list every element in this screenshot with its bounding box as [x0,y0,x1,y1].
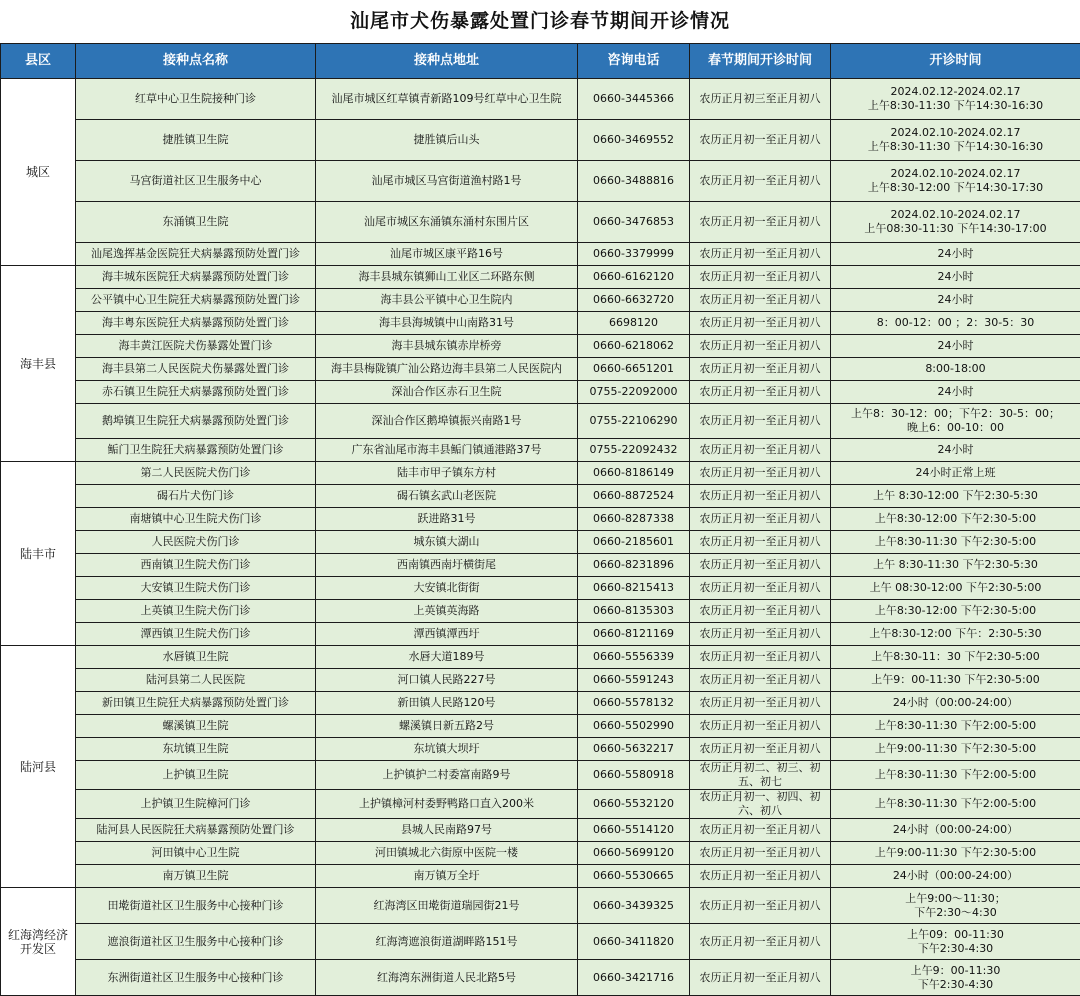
clinic-address-cell: 汕尾市城区康平路16号 [316,243,578,266]
table-row [1,266,1080,289]
open-hours-line: 2024.02.10-2024.02.17 [833,208,1078,222]
festival-period-cell: 农历正月初一至正月初八 [690,202,831,243]
phone-cell: 0660-8186149 [578,462,690,485]
open-hours-line: 上午08:30-11:30 下午14:30-17:00 [833,222,1078,236]
open-hours-line: 24小时 [833,270,1078,284]
table-row [1,577,1080,600]
open-hours-line: 上午9：00-11:30 [833,964,1078,978]
phone-cell: 0660-6218062 [578,335,690,358]
open-hours-line: 24小时 [833,385,1078,399]
table-row [1,312,1080,335]
clinic-address-cell: 螺溪镇日新五路2号 [316,715,578,738]
table-row [1,439,1080,462]
open-hours-line: 上午9:00～11:30； [833,892,1078,906]
festival-period-cell: 农历正月初一至正月初八 [690,485,831,508]
table-row [1,715,1080,738]
open-hours-line: 上午8:30-11:30 下午2:00-5:00 [833,797,1078,811]
phone-cell: 0660-5532120 [578,790,690,819]
open-hours-cell [831,554,1080,577]
table-row [1,243,1080,266]
table-row [1,819,1080,842]
open-hours-cell [831,888,1080,924]
phone-cell: 0660-3469552 [578,120,690,161]
clinic-name-cell: 捷胜镇卫生院 [76,120,316,161]
clinic-address-cell: 红海湾东洲街道人民北路5号 [316,960,578,996]
clinic-address-cell: 城东镇大湖山 [316,531,578,554]
open-hours-cell [831,462,1080,485]
clinic-address-cell: 捷胜镇后山头 [316,120,578,161]
open-hours-line: 8:00-18:00 [833,362,1078,376]
phone-cell: 0660-5514120 [578,819,690,842]
header-phone: 咨询电话 [578,44,690,79]
clinic-address-cell: 深汕合作区鹅埠镇振兴南路1号 [316,404,578,439]
open-hours-cell [831,508,1080,531]
header-county: 县区 [1,44,76,79]
table-row [1,462,1080,485]
clinic-address-cell: 汕尾市城区马宫街道渔村路1号 [316,161,578,202]
clinic-address-cell: 广东省汕尾市海丰县鲘门镇通港路37号 [316,439,578,462]
table-row [1,692,1080,715]
festival-period-cell: 农历正月初一至正月初八 [690,404,831,439]
clinic-name-cell: 水唇镇卫生院 [76,646,316,669]
open-hours-cell [831,842,1080,865]
open-hours-cell [831,358,1080,381]
table-row [1,289,1080,312]
festival-period-cell: 农历正月初一至正月初八 [690,646,831,669]
table-row [1,335,1080,358]
clinic-address-cell: 海丰县海城镇中山南路31号 [316,312,578,335]
table-row [1,202,1080,243]
open-hours-cell [831,761,1080,790]
table-row [1,358,1080,381]
clinic-address-cell: 上护镇樟河村委野鸭路口直入200米 [316,790,578,819]
phone-cell: 0660-8231896 [578,554,690,577]
clinic-name-cell: 第二人民医院犬伤门诊 [76,462,316,485]
county-cell: 红海湾经济开发区 [1,888,76,996]
phone-cell: 0660-8287338 [578,508,690,531]
table-row [1,924,1080,960]
clinic-name-cell: 海丰城东医院狂犬病暴露预防处置门诊 [76,266,316,289]
open-hours-line: 上午8:30-11:30 下午14:30-16:30 [833,99,1078,113]
phone-cell: 0660-5502990 [578,715,690,738]
clinic-address-cell: 陆丰市甲子镇东方村 [316,462,578,485]
clinic-name-cell: 公平镇中心卫生院狂犬病暴露预防处置门诊 [76,289,316,312]
phone-cell: 0660-8872524 [578,485,690,508]
clinic-name-cell: 碣石片犬伤门诊 [76,485,316,508]
clinic-name-cell: 马宫街道社区卫生服务中心 [76,161,316,202]
clinic-address-cell: 碣石镇玄武山老医院 [316,485,578,508]
open-hours-line: 上午9：00-11:30 下午2:30-5:00 [833,673,1078,687]
open-hours-line: 24小时 [833,247,1078,261]
open-hours-line: 上午8:30-11:30 下午2:00-5:00 [833,768,1078,782]
open-hours-line: 24小时 [833,339,1078,353]
festival-period-cell: 农历正月初一至正月初八 [690,289,831,312]
clinic-address-cell: 水唇大道189号 [316,646,578,669]
county-cell: 海丰县 [1,266,76,462]
table-row [1,790,1080,819]
phone-cell: 0660-3421716 [578,960,690,996]
phone-cell: 0755-22092000 [578,381,690,404]
clinic-name-cell: 上英镇卫生院犬伤门诊 [76,600,316,623]
clinic-name-cell: 东坑镇卫生院 [76,738,316,761]
phone-cell: 0660-3476853 [578,202,690,243]
festival-period-cell: 农历正月初一至正月初八 [690,335,831,358]
clinic-address-cell: 海丰县梅陇镇广汕公路边海丰县第二人民医院内 [316,358,578,381]
open-hours-cell [831,161,1080,202]
festival-period-cell: 农历正月初一、初四、初六、初八 [690,790,831,819]
clinic-name-cell: 上护镇卫生院樟河门诊 [76,790,316,819]
clinic-address-cell: 河口镇人民路227号 [316,669,578,692]
festival-period-cell: 农历正月初一至正月初八 [690,865,831,888]
clinic-address-cell: 海丰县城东镇赤岸桥旁 [316,335,578,358]
open-hours-line: 上午 8:30-12:00 下午2:30-5:30 [833,489,1078,503]
clinic-address-cell: 县城人民南路97号 [316,819,578,842]
table-row [1,161,1080,202]
open-hours-line: 上午9:00-11:30 下午2:30-5:00 [833,742,1078,756]
phone-cell: 0660-5580918 [578,761,690,790]
clinic-name-cell: 东涌镇卫生院 [76,202,316,243]
festival-period-cell: 农历正月初一至正月初八 [690,508,831,531]
phone-cell: 0660-8135303 [578,600,690,623]
phone-cell: 0660-5632217 [578,738,690,761]
table-row [1,600,1080,623]
phone-cell: 0660-5591243 [578,669,690,692]
phone-cell: 0660-8215413 [578,577,690,600]
clinic-name-cell: 大安镇卫生院犬伤门诊 [76,577,316,600]
festival-period-cell: 农历正月初一至正月初八 [690,312,831,335]
open-hours-line: 24小时（00:00-24:00） [833,823,1078,837]
header-clinic-address: 接种点地址 [316,44,578,79]
open-hours-line: 24小时（00:00-24:00） [833,696,1078,710]
open-hours-cell [831,485,1080,508]
clinic-name-cell: 南塘镇中心卫生院犬伤门诊 [76,508,316,531]
festival-period-cell: 农历正月初一至正月初八 [690,738,831,761]
clinic-name-cell: 东洲街道社区卫生服务中心接种门诊 [76,960,316,996]
festival-period-cell: 农历正月初一至正月初八 [690,358,831,381]
open-hours-line: 24小时 [833,443,1078,457]
open-hours-line: 下午2:30-4:30 [833,942,1078,956]
open-hours-cell [831,692,1080,715]
county-cell: 陆河县 [1,646,76,888]
open-hours-line: 上午 08:30-12:00 下午2:30-5:00 [833,581,1078,595]
open-hours-line: 上午8：30-12：00；下午2：30-5：00； [833,407,1078,421]
table-row [1,865,1080,888]
clinic-address-cell: 汕尾市城区红草镇青新路109号红草中心卫生院 [316,79,578,120]
festival-period-cell: 农历正月初一至正月初八 [690,243,831,266]
phone-cell: 0660-3411820 [578,924,690,960]
open-hours-line: 上午8:30-12:00 下午14:30-17:30 [833,181,1078,195]
table-row [1,381,1080,404]
table-row [1,120,1080,161]
festival-period-cell: 农历正月初一至正月初八 [690,531,831,554]
festival-period-cell: 农历正月初一至正月初八 [690,554,831,577]
festival-period-cell: 农历正月初一至正月初八 [690,381,831,404]
clinic-name-cell: 河田镇中心卫生院 [76,842,316,865]
clinic-address-cell: 红海湾遮浪街道湖畔路151号 [316,924,578,960]
open-hours-cell [831,404,1080,439]
clinic-name-cell: 遮浪街道社区卫生服务中心接种门诊 [76,924,316,960]
table-body [1,79,1080,996]
open-hours-line: 下午2:30-4:30 [833,978,1078,992]
open-hours-line: 上午9:00-11:30 下午2:30-5:00 [833,846,1078,860]
festival-period-cell: 农历正月初一至正月初八 [690,715,831,738]
clinic-address-cell: 海丰县公平镇中心卫生院内 [316,289,578,312]
open-hours-cell [831,865,1080,888]
table-header-row [1,44,1080,79]
open-hours-line: 2024.02.10-2024.02.17 [833,126,1078,140]
clinic-address-cell: 跃进路31号 [316,508,578,531]
county-cell: 城区 [1,79,76,266]
clinic-address-cell: 深汕合作区赤石卫生院 [316,381,578,404]
open-hours-line: 24小时正常上班 [833,466,1078,480]
festival-period-cell: 农历正月初三至正月初八 [690,79,831,120]
open-hours-cell [831,790,1080,819]
open-hours-cell [831,924,1080,960]
open-hours-line: 上午8:30-12:00 下午2:30-5:00 [833,604,1078,618]
festival-period-cell: 农历正月初一至正月初八 [690,960,831,996]
clinic-table [0,43,1080,996]
festival-period-cell: 农历正月初一至正月初八 [690,669,831,692]
festival-period-cell: 农历正月初一至正月初八 [690,600,831,623]
table-row [1,888,1080,924]
table-row [1,554,1080,577]
table-row [1,623,1080,646]
clinic-address-cell: 南万镇万全圩 [316,865,578,888]
page-title: 汕尾市犬伤暴露处置门诊春节期间开诊情况 [0,0,1080,43]
clinic-name-cell: 海丰县第二人民医院犬伤暴露处置门诊 [76,358,316,381]
phone-cell: 0660-6162120 [578,266,690,289]
open-hours-line: 上午8:30-11:30 下午14:30-16:30 [833,140,1078,154]
clinic-address-cell: 东坑镇大坝圩 [316,738,578,761]
table-row [1,669,1080,692]
phone-cell: 0660-5578132 [578,692,690,715]
table-row [1,404,1080,439]
clinic-name-cell: 鹅埠镇卫生院狂犬病暴露预防处置门诊 [76,404,316,439]
open-hours-line: 2024.02.12-2024.02.17 [833,85,1078,99]
open-hours-line: 上午8:30-11:30 下午2:30-5:00 [833,535,1078,549]
header-spring-festival-period: 春节期间开诊时间 [690,44,831,79]
open-hours-line: 上午8:30-11：30 下午2:30-5:00 [833,650,1078,664]
open-hours-line: 上午 8:30-11:30 下午2:30-5:30 [833,558,1078,572]
clinic-address-cell: 上护镇护二村委富南路9号 [316,761,578,790]
festival-period-cell: 农历正月初一至正月初八 [690,161,831,202]
phone-cell: 0660-3445366 [578,79,690,120]
festival-period-cell: 农历正月初一至正月初八 [690,819,831,842]
festival-period-cell: 农历正月初一至正月初八 [690,577,831,600]
table-row [1,485,1080,508]
clinic-name-cell: 新田镇卫生院狂犬病暴露预防处置门诊 [76,692,316,715]
open-hours-cell [831,266,1080,289]
clinic-name-cell: 海丰黄江医院犬伤暴露处置门诊 [76,335,316,358]
clinic-name-cell: 海丰粤东医院狂犬病暴露预防处置门诊 [76,312,316,335]
phone-cell: 0755-22092432 [578,439,690,462]
clinic-address-cell: 河田镇城北六街原中医院一楼 [316,842,578,865]
open-hours-cell [831,577,1080,600]
open-hours-line: 上午8:30-12:00 下午2:30-5:00 [833,512,1078,526]
open-hours-cell [831,960,1080,996]
festival-period-cell: 农历正月初二、初三、初五、初七 [690,761,831,790]
clinic-name-cell: 人民医院犬伤门诊 [76,531,316,554]
open-hours-line: 上午8:30-11:30 下午2:00-5:00 [833,719,1078,733]
phone-cell: 0660-6632720 [578,289,690,312]
clinic-name-cell: 螺溪镇卫生院 [76,715,316,738]
open-hours-cell [831,79,1080,120]
county-cell: 陆丰市 [1,462,76,646]
header-open-hours: 开诊时间 [831,44,1080,79]
open-hours-cell [831,669,1080,692]
table-row [1,738,1080,761]
open-hours-cell [831,335,1080,358]
clinic-name-cell: 汕尾逸挥基金医院狂犬病暴露预防处置门诊 [76,243,316,266]
table-row [1,531,1080,554]
phone-cell: 0660-3439325 [578,888,690,924]
clinic-name-cell: 陆河县第二人民医院 [76,669,316,692]
phone-cell: 0660-5556339 [578,646,690,669]
open-hours-cell [831,202,1080,243]
open-hours-line: 下午2:30～4:30 [833,906,1078,920]
table-row [1,646,1080,669]
open-hours-cell [831,120,1080,161]
clinic-address-cell: 西南镇西南圩横街尾 [316,554,578,577]
festival-period-cell: 农历正月初一至正月初八 [690,842,831,865]
open-hours-line: 24小时（00:00-24:00） [833,869,1078,883]
phone-cell: 0660-8121169 [578,623,690,646]
header-clinic-name: 接种点名称 [76,44,316,79]
open-hours-line: 晚上6：00-10：00 [833,421,1078,435]
table-row [1,79,1080,120]
phone-cell: 0660-2185601 [578,531,690,554]
open-hours-cell [831,715,1080,738]
open-hours-cell [831,289,1080,312]
clinic-address-cell: 大安镇北街街 [316,577,578,600]
clinic-address-cell: 海丰县城东镇狮山工业区二环路东侧 [316,266,578,289]
clinic-name-cell: 南万镇卫生院 [76,865,316,888]
open-hours-cell [831,819,1080,842]
phone-cell: 0660-6651201 [578,358,690,381]
phone-cell: 0660-5530665 [578,865,690,888]
clinic-address-cell: 潭西镇潭西圩 [316,623,578,646]
open-hours-cell [831,439,1080,462]
clinic-name-cell: 赤石镇卫生院狂犬病暴露预防处置门诊 [76,381,316,404]
table-row [1,508,1080,531]
phone-cell: 0755-22106290 [578,404,690,439]
festival-period-cell: 农历正月初一至正月初八 [690,462,831,485]
clinic-address-cell: 上英镇英海路 [316,600,578,623]
open-hours-cell [831,600,1080,623]
open-hours-line: 上午09：00-11:30 [833,928,1078,942]
phone-cell: 0660-3488816 [578,161,690,202]
open-hours-line: 24小时 [833,293,1078,307]
open-hours-cell [831,312,1080,335]
clinic-name-cell: 陆河县人民医院狂犬病暴露预防处置门诊 [76,819,316,842]
clinic-name-cell: 鲘门卫生院狂犬病暴露预防处置门诊 [76,439,316,462]
clinic-address-cell: 汕尾市城区东涌镇东涌村东围片区 [316,202,578,243]
festival-period-cell: 农历正月初一至正月初八 [690,439,831,462]
festival-period-cell: 农历正月初一至正月初八 [690,924,831,960]
open-hours-cell [831,646,1080,669]
clinic-name-cell: 红草中心卫生院接种门诊 [76,79,316,120]
festival-period-cell: 农历正月初一至正月初八 [690,120,831,161]
festival-period-cell: 农历正月初一至正月初八 [690,692,831,715]
clinic-name-cell: 潭西镇卫生院犬伤门诊 [76,623,316,646]
clinic-name-cell: 上护镇卫生院 [76,761,316,790]
table-row [1,761,1080,790]
festival-period-cell: 农历正月初一至正月初八 [690,266,831,289]
open-hours-cell [831,738,1080,761]
phone-cell: 0660-3379999 [578,243,690,266]
open-hours-line: 上午8:30-12:00 下午：2:30-5:30 [833,627,1078,641]
table-row [1,842,1080,865]
festival-period-cell: 农历正月初一至正月初八 [690,888,831,924]
open-hours-cell [831,623,1080,646]
open-hours-cell [831,243,1080,266]
clinic-name-cell: 西南镇卫生院犬伤门诊 [76,554,316,577]
clinic-address-cell: 红海湾区田墘街道瑞园街21号 [316,888,578,924]
festival-period-cell: 农历正月初一至正月初八 [690,623,831,646]
phone-cell: 0660-5699120 [578,842,690,865]
clinic-address-cell: 新田镇人民路120号 [316,692,578,715]
clinic-name-cell: 田墘街道社区卫生服务中心接种门诊 [76,888,316,924]
phone-cell: 6698120 [578,312,690,335]
open-hours-line: 8：00-12：00 ；2：30-5：30 [833,316,1078,330]
open-hours-cell [831,381,1080,404]
open-hours-cell [831,531,1080,554]
open-hours-line: 2024.02.10-2024.02.17 [833,167,1078,181]
table-row [1,960,1080,996]
